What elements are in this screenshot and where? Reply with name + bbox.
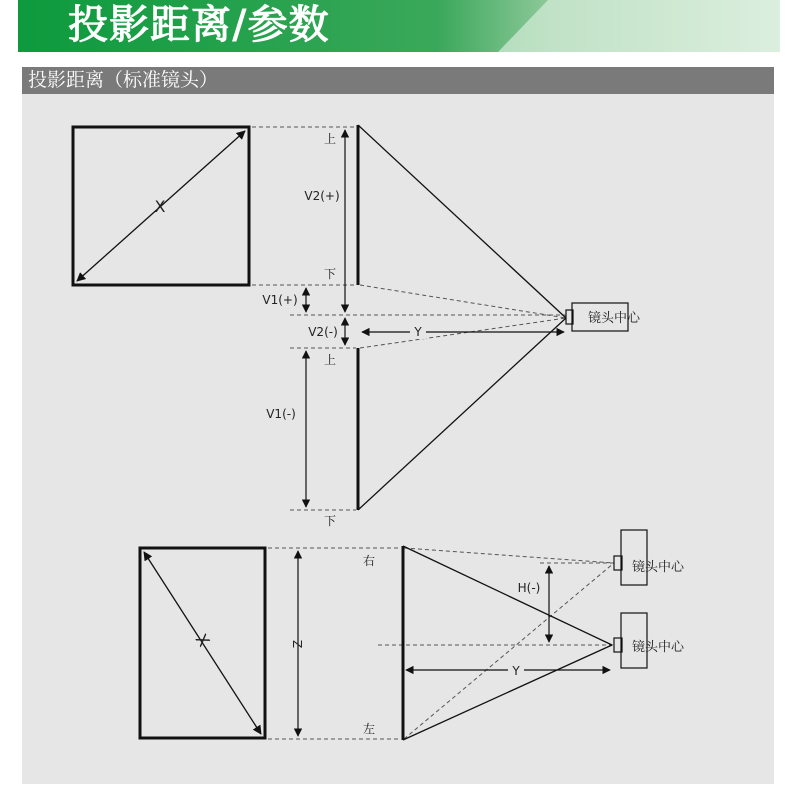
dashed-guides-horizontal	[268, 548, 614, 739]
label-y-horizontal: Y	[512, 664, 520, 678]
horizontal-diagram	[140, 530, 685, 740]
label-v2-minus: V2(-)	[308, 325, 338, 339]
projection-rays-vertical	[358, 125, 566, 510]
page-title: 投影距离/参数	[68, 2, 330, 48]
label-h-minus: H(-)	[517, 581, 541, 595]
lens-center-label-2: 镜头中心	[632, 640, 685, 655]
screen-diagonal-label-bottom: X	[191, 630, 214, 651]
screen-diagonal-label-top: X	[154, 197, 166, 216]
lens-center-label-1: 镜头中心	[632, 560, 685, 575]
label-v1-minus: V1(-)	[266, 407, 296, 421]
label-right: 右	[362, 554, 376, 568]
label-left: 左	[362, 722, 376, 736]
label-v1-plus: V1(+)	[262, 293, 298, 307]
lens-icon-horizontal-1	[614, 530, 647, 585]
label-bottom-1: 下	[323, 267, 337, 281]
label-y-vertical: Y	[414, 325, 422, 339]
vertical-diagram	[73, 125, 641, 528]
label-z: Z	[291, 639, 305, 649]
section-title: 投影距离（标准镜头）	[28, 69, 219, 91]
projection-rays-horizontal	[403, 546, 612, 740]
lens-center-label-vertical: 镜头中心	[588, 311, 641, 326]
label-top-1: 上	[323, 132, 337, 146]
label-v2-plus: V2(+)	[304, 189, 340, 203]
label-top-2: 上	[323, 353, 337, 367]
label-bottom-2: 下	[323, 514, 337, 528]
dashed-guides-vertical	[252, 127, 566, 510]
